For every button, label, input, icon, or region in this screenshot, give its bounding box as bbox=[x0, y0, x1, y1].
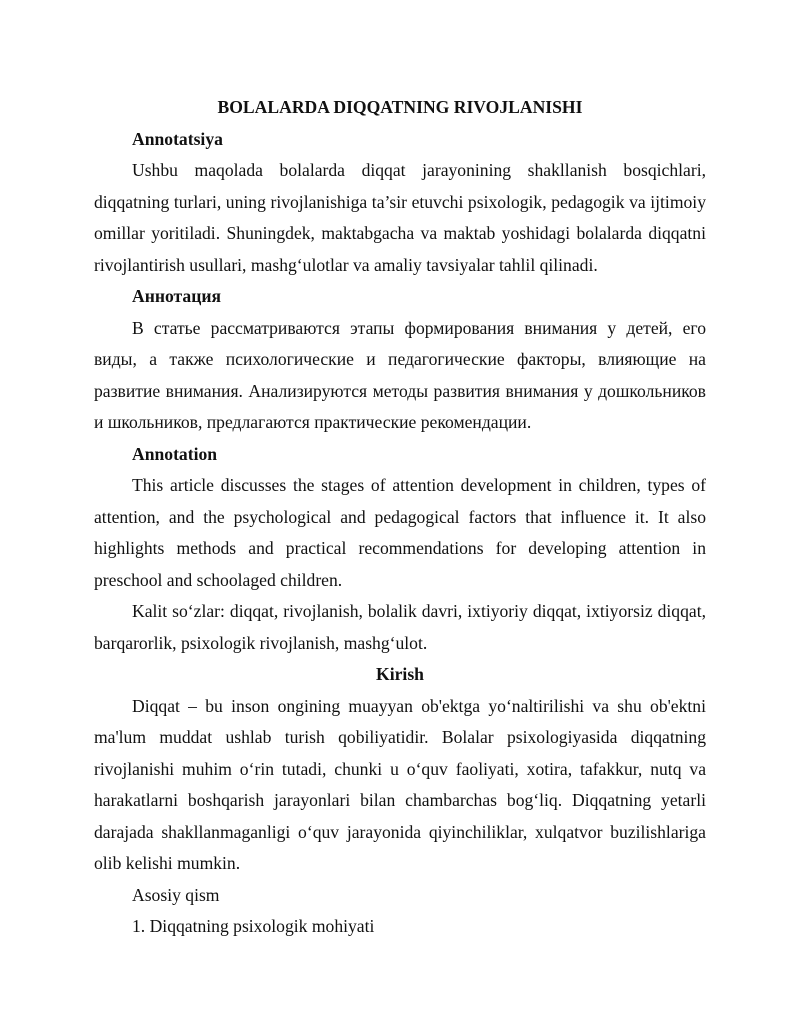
annotatsiya-paragraph: Ushbu maqolada bolalarda diqqat jarayonining shakllanish bosqichlari, diqqatning turlari, uning rivojlanishiga ta’sir etuvchi psixologik, pedagogik va ijtimoiy omillar yoritiladi. Shuningdek, maktabgacha va maktab yoshidagi bolalarda diqqatni rivojlantirish usullari, mashg‘ulotlar va amaliy tavsiyalar tahlil qilinadi. bbox=[94, 160, 706, 275]
subsection-heading-1: 1. Diqqatning psixologik mohiyati bbox=[132, 916, 375, 936]
annotation-paragraph: This article discusses the stages of attention development in children, types of attention, and the psychological and pedagogical factors that influence it. It also highlights methods and practical recommendations for developing attention in preschool and schoolaged children. bbox=[94, 475, 706, 590]
annotation-heading: Annotation bbox=[132, 443, 218, 464]
kirish-paragraph: Diqqat – bu inson ongining muayyan ob'ektga yo‘naltirilishi va shu ob'ektni ma'lum muddat ushlab turish qobiliyatidir. Bolalar psixologiyasida diqqatning rivojlanishi muhim o‘rin tutadi, chunki u o‘quv faoliyati, xotira, tafakkur, nutq va harakatlarni boshqarish jarayonlari bilan chambarchas bog‘liq. Diqqatning yetarli darajada shakllanmaganligi o‘quv jarayonida qiyinchiliklar, xulqatvor buzilishlariga olib kelishi mumkin. bbox=[94, 695, 706, 873]
kirish-heading: Kirish bbox=[376, 664, 424, 684]
annotaciya-paragraph: В статье рассматриваются этапы формирования внимания у детей, его виды, а также психологические и педагогические факторы, влияющие на развитие внимания. Анализируются методы развития внимания у дошкольников и школьников, предлагаются практические рекомендации. bbox=[94, 317, 706, 432]
asosiy-qism-label: Asosiy qism bbox=[132, 884, 220, 905]
keywords-paragraph: Kalit so‘zlar: diqqat, rivojlanish, bolalik davri, ixtiyoriy diqqat, ixtiyorsiz diqqat, barqarorlik, psixologik rivojlanish, mashg‘ulot. bbox=[94, 601, 706, 653]
annotatsiya-heading: Annotatsiya bbox=[132, 128, 223, 149]
page-title: BOLALARDA DIQQATNING RIVOJLANISHI bbox=[217, 97, 583, 117]
annotaciya-heading: Аннотация bbox=[132, 286, 221, 306]
